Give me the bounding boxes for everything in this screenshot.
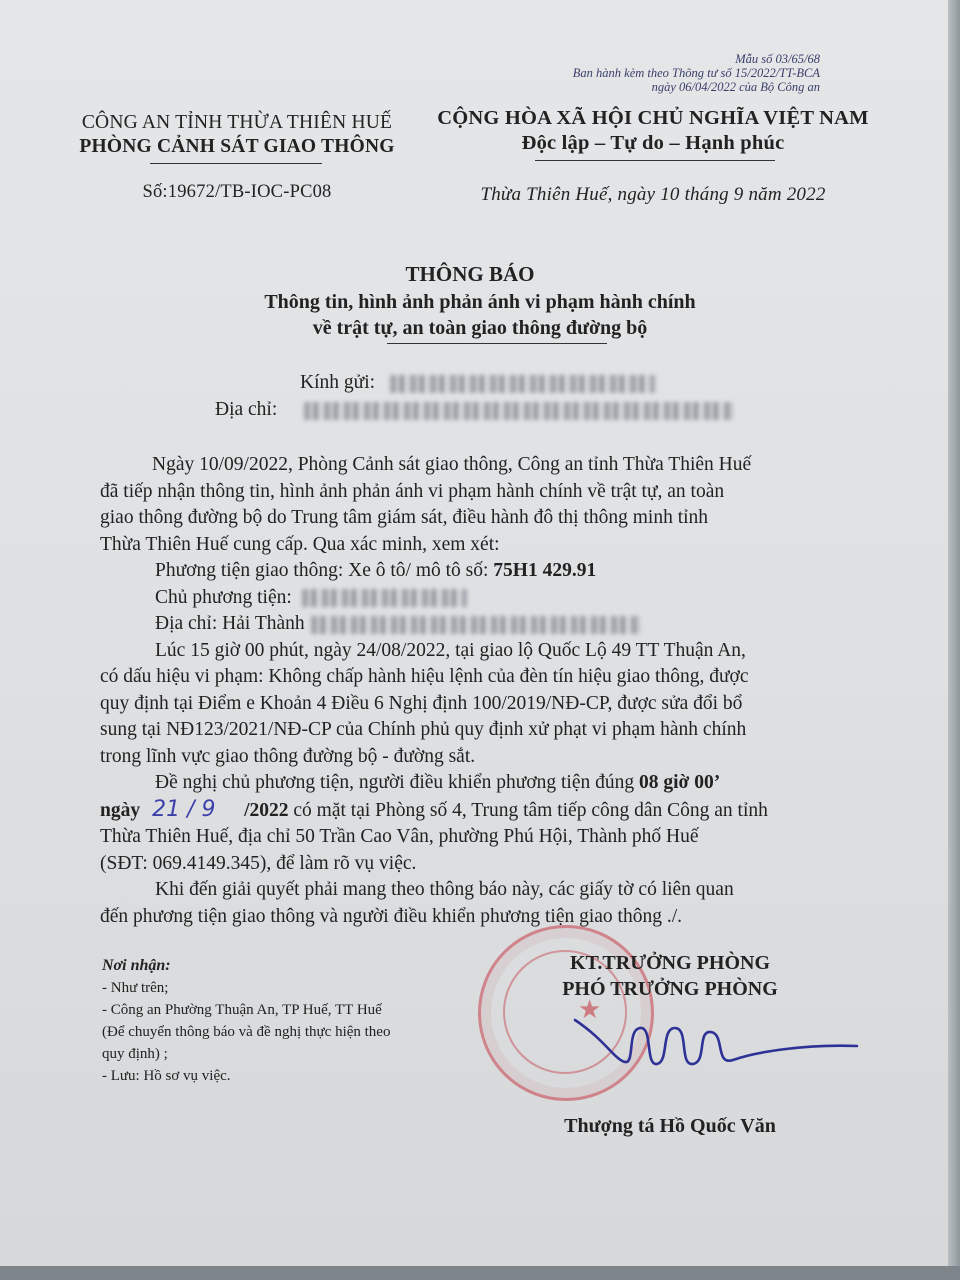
notice-body: [100, 452, 880, 930]
p2-line4: sung tại NĐ123/2021/NĐ-CP của Chính phủ quy định xử phạt vi phạm hành chính: [100, 719, 747, 740]
p1-line2: đã tiếp nhận thông tin, hình ảnh phản ánh vi phạm hành chính về trật tự, an toàn: [100, 480, 725, 502]
department-name: PHÒNG CẢNH SÁT GIAO THÔNG: [79, 136, 395, 157]
p4-line1: Khi đến giải quyết phải mang theo thông báo này, các giấy tờ có liên quan: [155, 879, 734, 900]
p4-line2: đến phương tiện giao thông và người điều khiển phương tiện giao thông ./.: [100, 905, 683, 927]
recipient-item: - Công an Phường Thuận An, TP Huế, TT Huế: [102, 1002, 382, 1018]
recipient-item: (Để chuyển thông báo và đề nghị thực hiện theo: [102, 1024, 391, 1040]
redacted-addressee: [390, 375, 655, 393]
owner-address-line: [100, 611, 880, 638]
title-underline: [387, 343, 607, 344]
vehicle-line: [100, 558, 880, 585]
redacted-owner-address: [311, 616, 641, 634]
seal-star: ★: [578, 995, 602, 1024]
recipient-item: - Như trên;: [102, 980, 169, 996]
signer-name: Thượng tá Hồ Quốc Văn: [564, 1115, 776, 1137]
redacted-address: [304, 402, 734, 420]
p3-line2-text: có mặt tại Phòng số 4, Trung tâm tiếp công dân Công an tỉnh: [288, 799, 768, 821]
signature-title-line1: KT.TRƯỞNG PHÒNG: [570, 952, 770, 974]
nation-motto: Độc lập – Tự do – Hạnh phúc: [521, 132, 785, 154]
p1-line4: Thừa Thiên Huế cung cấp. Qua xác minh, xem xét:: [100, 533, 500, 555]
appointment-time: 08 giờ 00’: [639, 772, 721, 793]
handwritten-signature: [565, 1000, 865, 1090]
recipients-block: [102, 955, 390, 1087]
p3-line4: (SĐT: 069.4149.345), để làm rõ vụ việc.: [100, 852, 417, 874]
p3-line1-text: Đề nghị chủ phương tiện, người điều khiển phương tiện đúng: [155, 772, 639, 793]
notice-subtitle-line1: Thông tin, hình ảnh phản ánh vi phạm hành chính: [264, 291, 696, 313]
recipients-heading: Nơi nhận:: [102, 957, 171, 974]
p1-line1: Ngày 10/09/2022, Phòng Cảnh sát giao thông, Công an tỉnh Thừa Thiên Huế: [152, 454, 752, 475]
p2-line3: quy định tại Điểm e Khoản 4 Điều 6 Nghị định 100/2019/NĐ-CP, được sửa đổi bổ: [100, 692, 743, 714]
recipient-item: - Lưu: Hồ sơ vụ việc.: [102, 1068, 231, 1084]
redacted-owner: [302, 589, 467, 607]
address-label: Địa chỉ:: [215, 399, 278, 420]
motto-underline: [535, 160, 775, 161]
p2-line1: Lúc 15 giờ 00 phút, ngày 24/08/2022, tại giao lộ Quốc Lộ 49 TT Thuận An,: [155, 639, 746, 661]
form-note: [573, 52, 820, 94]
appointment-day-label: ngày: [100, 799, 141, 821]
vehicle-label: Phương tiện giao thông: Xe ô tô/ mô tô số:: [155, 560, 494, 581]
form-note-line2: Ban hành kèm theo Thông tư số 15/2022/TT-BCA: [572, 66, 820, 80]
vehicle-plate: 75H1 429.91: [493, 560, 597, 581]
p3-line3: Thừa Thiên Huế, địa chỉ 50 Trần Cao Vân, phường Phú Hội, Thành phố Huế: [100, 826, 699, 847]
form-note-line1: Mẫu số 03/65/68: [735, 52, 820, 66]
p2-line5: trong lĩnh vực giao thông đường bộ - đường sắt.: [100, 745, 476, 767]
notice-title: THÔNG BÁO: [405, 262, 535, 286]
addressee-row: [300, 370, 655, 397]
doc-number: Số:19672/TB-IOC-PC08: [142, 182, 332, 202]
owner-address-label: Địa chỉ: Hải Thành: [155, 613, 305, 634]
owner-label: Chủ phương tiện:: [155, 586, 292, 608]
p2-line2: có dấu hiệu vi phạm: Không chấp hành hiệu lệnh của đèn tín hiệu giao thông, được: [100, 666, 749, 687]
recipient-item: quy định) ;: [102, 1046, 168, 1062]
notice-subtitle-line2: về trật tự, an toàn giao thông đường bộ: [312, 317, 648, 339]
agency-name: CÔNG AN TỈNH THỪA THIÊN HUẾ: [81, 112, 393, 133]
handwritten-date: 21 / 9: [152, 796, 216, 822]
p3-line2: [100, 797, 880, 825]
nation-name: CỘNG HÒA XÃ HỘI CHỦ NGHĨA VIỆT NAM: [437, 107, 869, 129]
addressee-label: Kính gửi:: [300, 372, 376, 393]
p1-line3: giao thông đường bộ do Trung tâm giám sát, điều hành đô thị thông minh tỉnh: [100, 507, 709, 528]
department-underline: [150, 163, 322, 164]
desk-surface: [0, 1266, 960, 1280]
owner-line: [100, 585, 880, 612]
appointment-year: /2022: [244, 799, 289, 821]
address-row: [215, 397, 734, 424]
page-edge-shadow: [948, 0, 960, 1280]
form-note-line3: ngày 06/04/2022 của Bộ Công an: [651, 80, 820, 94]
p3-line1: [100, 770, 880, 797]
signature-title-line2: PHÓ TRƯỞNG PHÒNG: [562, 978, 778, 1000]
place-date: Thừa Thiên Huế, ngày 10 tháng 9 năm 2022: [480, 184, 826, 205]
